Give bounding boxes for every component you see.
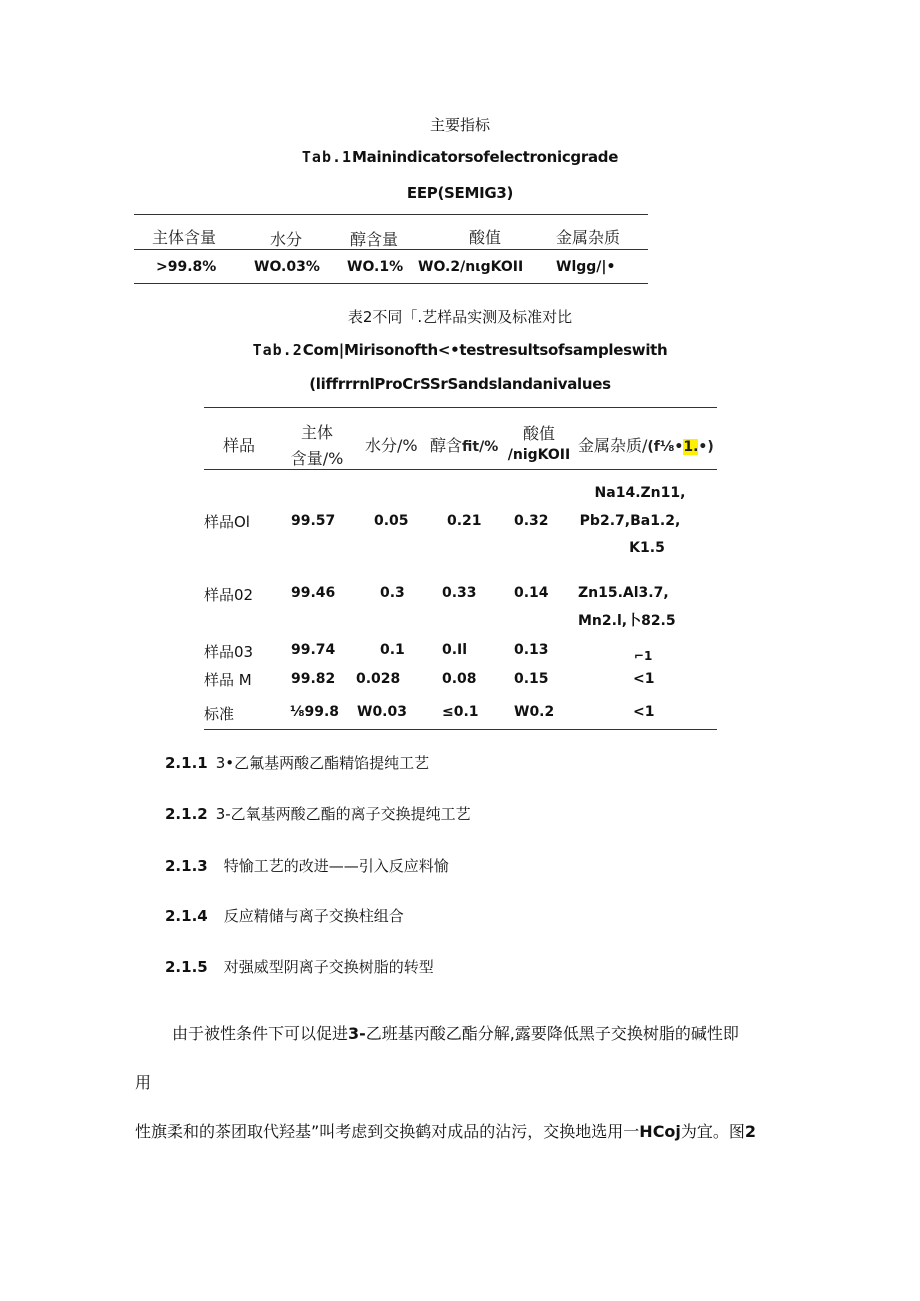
paragraph-line-1 [172,1021,739,1044]
table2-caption-en-prefix: Tab.2 [252,341,303,359]
table1-caption-en-line2: EEP(SEMIG3) [406,184,514,202]
table2-row1-acid: 0.32 [514,513,549,529]
table2-row3-water: 0.1 [380,642,405,658]
paragraph-line-3-bold: HCoj [639,1122,681,1141]
table2-row3-content: 99.74 [291,642,336,658]
section-heading [165,956,434,977]
paragraph-line-1-bold: 3- [348,1024,366,1043]
table2-row1-name: 样品Ol [204,513,250,531]
table1-cell-acid: WO.2/nιgKOII [418,259,524,275]
table2-row5-content: ⅛99.8 [290,704,340,720]
table2-row4-alcohol: 0.08 [442,671,477,687]
paragraph-line-3 [135,1119,756,1142]
table2-row3-name: 样品03 [204,643,254,661]
table2-row5-name: 标准 [204,705,235,723]
paragraph-line-1-post: 乙班基丙酸乙酯分解,露要降低黑子交换树脂的碱性即 [365,1024,739,1043]
table2-header-content-l1: 主体 [300,423,333,442]
table1-header-water: 水分 [270,230,303,249]
table1-header-content: 主体含量 [152,228,217,247]
table2-header-rule [204,469,717,470]
table1-cell-alcohol: WO.1% [347,259,404,275]
table1-bottom-rule [134,283,648,284]
table2-row4-metal: <1 [633,671,655,687]
table2-row1-alcohol: 0.21 [447,513,482,529]
table2-caption-en-rest: Com|Mirisonofth<•testresultsofsampleswith [302,341,668,359]
table2-row2-content: 99.46 [291,585,336,601]
section-heading [165,803,471,824]
table2-header-alcohol-pre: 醇含 [430,436,463,455]
table2-header-acid-l2: /nigKOII [507,447,571,463]
table2-row4-content: 99.82 [291,671,336,687]
table2-row3-alcohol: 0.Il [442,642,468,658]
table2-caption-cn: 表2不同「.艺样品实测及标准对比 [347,308,573,326]
table2-row5-water: W0.03 [357,704,407,720]
table2-header-metal [578,433,714,456]
table1-caption-cn: 主要指标 [429,116,490,134]
table2-caption-en [0,341,920,359]
table2-row1-metal-l1: Na14.Zn11, [594,485,686,501]
table2-row1-metal-l2: Pb2.7,Ba1.2, [579,513,681,529]
table1-cell-water: WO.03% [254,259,320,275]
table2-row5-metal: <1 [633,704,655,720]
table2-caption-en-line2: (liffrrrnlProCrSSrSandslandanivalues [309,375,611,393]
paragraph-line-1-pre: 由于被性条件下可以促进 [172,1024,349,1043]
table2-bottom-rule [204,729,717,730]
table2-header-metal-highlight: 1. [683,439,699,455]
table2-row3-metal: ⌐1 [634,649,653,663]
table1-caption-en [0,148,920,166]
section-title: 特愉工艺的改进——引入反应料愉 [223,857,449,875]
table2-top-rule [204,407,717,408]
paragraph-line-2: 用 [135,1073,152,1092]
table1-cell-metal: Wlgg/|• [556,259,616,275]
table2-row3-acid: 0.13 [514,642,549,658]
table1-top-rule [134,214,648,215]
table2-header-sample: 样品 [223,436,256,455]
section-title: 对强威型阴离子交换树脂的转型 [223,958,434,976]
section-title: 反应精储与离子交换柱组合 [223,907,404,925]
table1-header-metal: 金属杂质 [556,228,621,247]
paragraph-line-3-mid: 为宜。图 [680,1122,745,1141]
table2-header-metal-pre: 金属杂质/ [578,436,648,455]
table1-header-rule [134,249,648,250]
paragraph-line-3-pre: 性旗柔和的茶团取代羟基”叫考虑到交换鹤对成品的沾污，交换地选用一 [135,1122,640,1141]
table2-row1-metal-l3: K1.5 [629,540,665,556]
table2-header-alcohol-post: fit/% [462,439,499,455]
paragraph-line-3-bold2: 2 [744,1122,757,1141]
section-title: 3•乙氟基两酸乙酯精馅提纯工艺 [215,754,430,772]
table2-row2-name: 样品02 [204,586,254,604]
table2-row1-content: 99.57 [291,513,336,529]
table2-row2-acid: 0.14 [514,585,549,601]
table2-row4-acid: 0.15 [514,671,549,687]
table1-caption-en-prefix: Tab.1 [301,148,353,166]
table1-header-acid: 酸值 [469,228,502,247]
table2-row1-water: 0.05 [374,513,409,529]
table2-header-water: 水分/% [365,436,418,455]
table2-row2-metal-l2: Mn2.l,卜82.5 [578,613,676,629]
section-number: 2.1.3 [165,857,208,875]
table2-row5-alcohol: ≤0.1 [442,704,479,720]
section-heading [165,905,404,926]
table2-header-content-l2: 含量/% [290,449,344,468]
table2-row2-water: 0.3 [380,585,405,601]
section-number: 2.1.4 [165,907,208,925]
table2-row4-name: 样品 M [204,671,252,689]
section-heading [165,752,429,773]
table2-row4-water: 0.028 [356,671,401,687]
table1-header-alcohol: 醇含量 [350,230,399,249]
section-number: 2.1.5 [165,958,208,976]
table1-caption-en-rest: Mainindicatorsofelectronicgrade [352,148,619,166]
table1-cell-content: >99.8% [156,259,217,275]
section-number: 2.1.1 [165,754,208,772]
section-number: 2.1.2 [165,805,208,823]
table2-header-metal-mid: (f⅛• [647,439,684,455]
table2-header-metal-post: •) [698,439,714,455]
table2-header-acid-l1: 酸值 [522,424,555,443]
table2-row5-acid: W0.2 [514,704,555,720]
section-heading [165,855,449,876]
section-title: 3-乙氧基两酸乙酯的离子交换提纯工艺 [215,805,471,823]
table2-header-alcohol [430,433,498,456]
table2-row2-alcohol: 0.33 [442,585,477,601]
table2-row2-metal-l1: Zn15.Al3.7, [578,585,669,601]
